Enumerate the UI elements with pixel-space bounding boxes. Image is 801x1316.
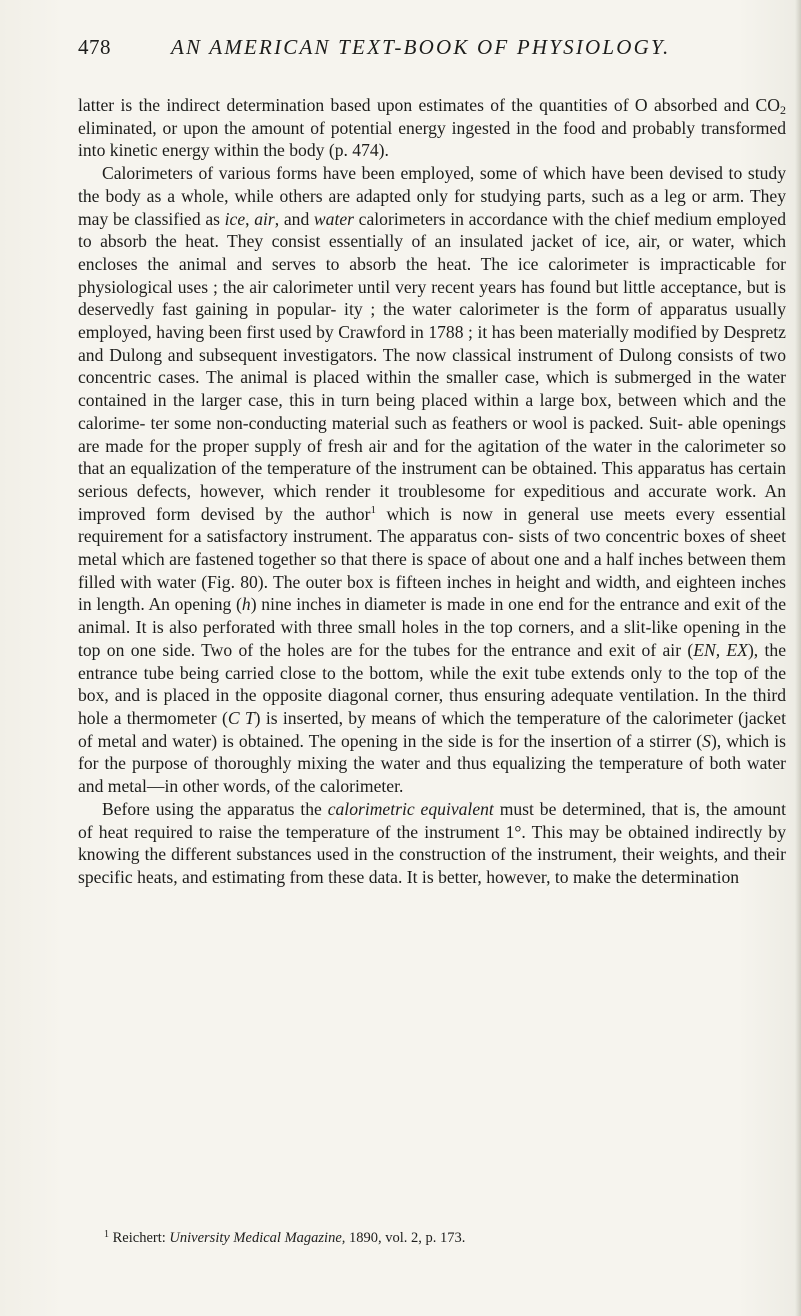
paragraph-3: [78, 798, 786, 889]
paragraph-1: [78, 94, 786, 162]
text-run: must be determined, that is, the amount of heat required to raise the temperature of the instrument 1°. This may be obtained indirectly by knowing the different substances used in the construction of the instrument, their weights, and their specific heats, and estimating from these data. It is better, however, to make the determination: [78, 798, 786, 887]
footnote: [104, 1229, 784, 1247]
italic-term: air: [254, 208, 275, 229]
running-header: [78, 34, 718, 60]
text-run: ), which is for the purpose of thoroughly mixing the water and thus equalizing the temperature of both water and metal—in other words, of the calorimeter.: [78, 730, 786, 797]
italic-label: EN, EX: [693, 639, 748, 660]
italic-term: ice: [224, 208, 246, 229]
text-run: ) nine inches in diameter is made in one end for the entrance and exit of the animal. It is also perforated with three small holes in the top corners, and a slit-like opening in the top on one side. Two of the holes are for the tubes for the entrance and exit of air (: [78, 594, 787, 660]
text-run: eliminated, or upon the amount of potential energy ingested in the food and probably transformed into kinetic energy within the body (p. 474).: [78, 117, 786, 161]
text-run: ), the entrance tube being carried close to the bottom, while the exit tube extends only to the top of the box, and is placed in the opposite diagonal corner, thus ensuring adequate ventilation. In the third hole a thermometer (: [78, 639, 787, 728]
italic-label: h: [241, 594, 251, 615]
text-run: latter is the indirect determination based upon estimates of the quantities of O absorbed and CO: [78, 95, 780, 115]
italic-label: C T: [227, 707, 255, 728]
running-title: AN AMERICAN TEXT-BOOK OF PHYSIOLOGY.: [171, 35, 671, 59]
footnote-details: 1890, vol. 2, p. 173.: [345, 1230, 466, 1246]
text-run: calorimeters in accordance with the chief medium employed to absorb the heat. They consist essentially of an insulated jacket of ice, air, or water, which encloses the animal and serves to absorb the heat. The ice calorimeter is impracticable for physiological uses ; the air calorimeter until very recent years has found but little acceptance, but is deservedly fast gaining in popular- ity ; the water calorimeter is the form of apparatus usually employed, having been first used by Crawford in 1788 ; it has been materially modified by Despretz and Dulong and subsequent investigators. The now classical instrument of Dulong consists of two concentric cases. The animal is placed within the smaller case, which is submerged in the water contained in the larger case, this in turn being placed within a large box, between which and the calorime- ter some non-conducting material such as feathers or wool is packed. Suit- able openings are made for the proper supply of fresh air and for the agitation of the water in the calorimeter so that an equalization of the temperature of the instrument can be obtained. This apparatus has certain serious defects, however, which render it troublesome for expeditious and accurate work. An improved form devised by the author: [78, 208, 787, 524]
body-text: [78, 94, 786, 889]
footnote-journal: University Medical Magazine,: [169, 1230, 346, 1246]
footnote-author: Reichert:: [109, 1230, 170, 1246]
italic-term: water: [313, 208, 354, 229]
footnote-mark: 1: [104, 1229, 109, 1240]
text-run: ) is inserted, by means of which the temperature of the calorimeter (jacket of metal and water) is obtained. The opening in the side is for the insertion of a stirrer (: [78, 707, 786, 751]
text-run: , and: [274, 208, 314, 229]
paragraph-2: [78, 162, 786, 798]
subscript: 2: [780, 103, 786, 117]
italic-label: S: [702, 730, 711, 751]
text-run: which is now in general use meets every essential requirement for a satisfactory instrument. The apparatus con- sists of two concentric boxes of sheet metal which are fastened together so that there is space of about one and a half inches between them filled with water (Fig. 80). The outer box is fifteen inches in height and width, and eighteen inches in length. An opening (: [78, 503, 786, 615]
footnote-reference[interactable]: 1: [370, 503, 376, 516]
page-edge-shadow: [795, 0, 801, 1316]
page-number: 478: [78, 35, 111, 59]
italic-term: calorimetric equivalent: [327, 798, 494, 819]
text-run: ,: [245, 208, 255, 229]
text-run: Calorimeters of various forms have been employed, some of which have been devised to study the body as a whole, while others are adapted only for studying parts, such as a leg or arm. They may be classified as: [78, 163, 786, 229]
text-run: Before using the apparatus the: [102, 798, 328, 819]
